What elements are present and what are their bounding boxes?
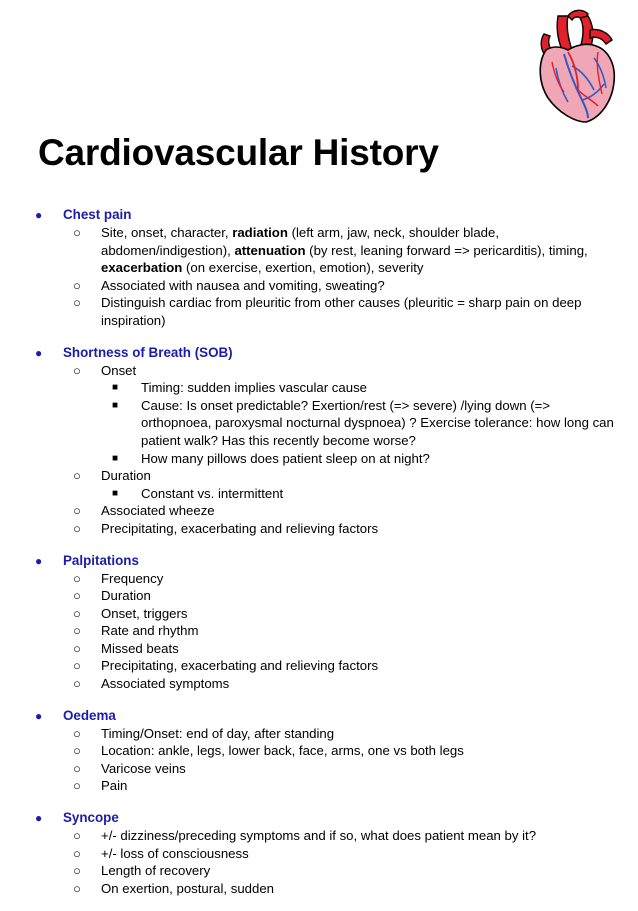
list-item: ○ On exertion, postural, sudden [73, 880, 275, 896]
list-item: ○ Precipitating, exacerbating and relieving factors [73, 658, 379, 674]
bullet: ■ [112, 452, 119, 464]
list-item: ○ Varicose veins [73, 760, 186, 776]
list-item: ○ Frequency [73, 570, 164, 586]
list-item: ○ Onset [73, 362, 137, 378]
list-subitem: ■ How many pillows does patient sleep on at night? [112, 450, 430, 466]
heading-syncope: ● Syncope [35, 810, 119, 826]
heart-illustration-icon [528, 6, 624, 126]
bullet: ○ [73, 588, 81, 604]
page-title: Cardiovascular History [38, 132, 439, 173]
bullet: ■ [112, 399, 119, 411]
bullet: ○ [73, 640, 81, 656]
list-item: ○ Location: ankle, legs, lower back, face, arms, one vs both legs [73, 743, 464, 759]
heading-chest-pain: ● Chest pain [35, 207, 132, 222]
bullet: ○ [73, 658, 81, 674]
bullet: ○ [73, 725, 81, 741]
bullet: ○ [73, 605, 81, 621]
heading-sob: ● Shortness of Breath (SOB) [35, 344, 233, 360]
bullet: ○ [73, 225, 81, 240]
list-item: ○ Length of recovery [73, 863, 211, 879]
bullet: ○ [73, 845, 81, 861]
bullet: ● [35, 811, 43, 826]
list-item: ○ Associated wheeze [73, 503, 215, 519]
list-item: ○ Duration [73, 588, 151, 604]
bullet: ○ [73, 295, 81, 311]
list-item: ○ Associated with nausea and vomiting, sweating? [73, 277, 385, 293]
list-item: ○ Pain [73, 778, 128, 794]
bullet: ○ [73, 676, 81, 692]
heading-oedema: ● Oedema [35, 707, 116, 723]
history-content [0, 206, 638, 911]
bullet: ○ [73, 468, 81, 484]
bullet: ○ [73, 623, 81, 639]
heading-palpitations: ● Palpitations [35, 552, 139, 568]
bullet: ○ [73, 880, 81, 896]
list-item: ○ Distinguish cardiac from pleuritic from other causes (pleuritic = sharp pain on deep inspiration) [73, 295, 582, 328]
bullet: ○ [73, 828, 81, 844]
bullet: ○ [73, 760, 81, 776]
list-item: ○ +/- dizziness/preceding symptoms and if so, what does patient mean by it? [73, 828, 537, 844]
bullet: ○ [73, 520, 81, 536]
bullet: ○ [73, 277, 81, 293]
bullet: ○ [73, 503, 81, 519]
bullet: ○ [73, 863, 81, 879]
bullet: ● [35, 208, 43, 222]
list-item: ○ +/- loss of consciousness [73, 845, 249, 861]
list-item: ○ Timing/Onset: end of day, after standing [73, 725, 335, 741]
list-item: ○ Site, onset, character, radiation (left arm, jaw, neck, shoulder blade, abdomen/indigestion), attenuation (by rest, leaning forward => pericarditis), timing, exacerbation (on exercise, exertion, emotion), severity [73, 225, 588, 276]
bullet: ■ [112, 382, 119, 394]
section-oedema [0, 707, 638, 795]
section-chest-pain [0, 206, 638, 330]
list-subitem: ■ Cause: Is onset predictable? Exertion/rest (=> severe) /lying down (=> orthopnoea, paroxysmal nocturnal dyspnoea) ? Exercise tolerance: how long can patient walk? Has this recently become worse? [112, 397, 614, 448]
list-item: ○ Associated symptoms [73, 676, 230, 692]
bullet: ○ [73, 362, 81, 378]
bullet: ● [35, 553, 43, 568]
list-subitem: ■ Constant vs. intermittent [112, 485, 284, 501]
list-item: ○ Missed beats [73, 640, 179, 656]
list-item: ○ Rate and rhythm [73, 623, 199, 639]
bullet: ○ [73, 570, 81, 586]
section-palpitations [0, 552, 638, 693]
section-sob [0, 344, 638, 538]
bullet: ● [35, 708, 43, 723]
section-syncope [0, 809, 638, 897]
bullet: ○ [73, 778, 81, 794]
bullet: ■ [112, 487, 119, 499]
list-item: ○ Onset, triggers [73, 605, 188, 621]
list-item: ○ Duration [73, 468, 151, 484]
list-subitem: ■ Timing: sudden implies vascular cause [112, 380, 367, 396]
bullet: ● [35, 345, 43, 360]
list-item: ○ Precipitating, exacerbating and relieving factors [73, 520, 379, 536]
bullet: ○ [73, 743, 81, 759]
